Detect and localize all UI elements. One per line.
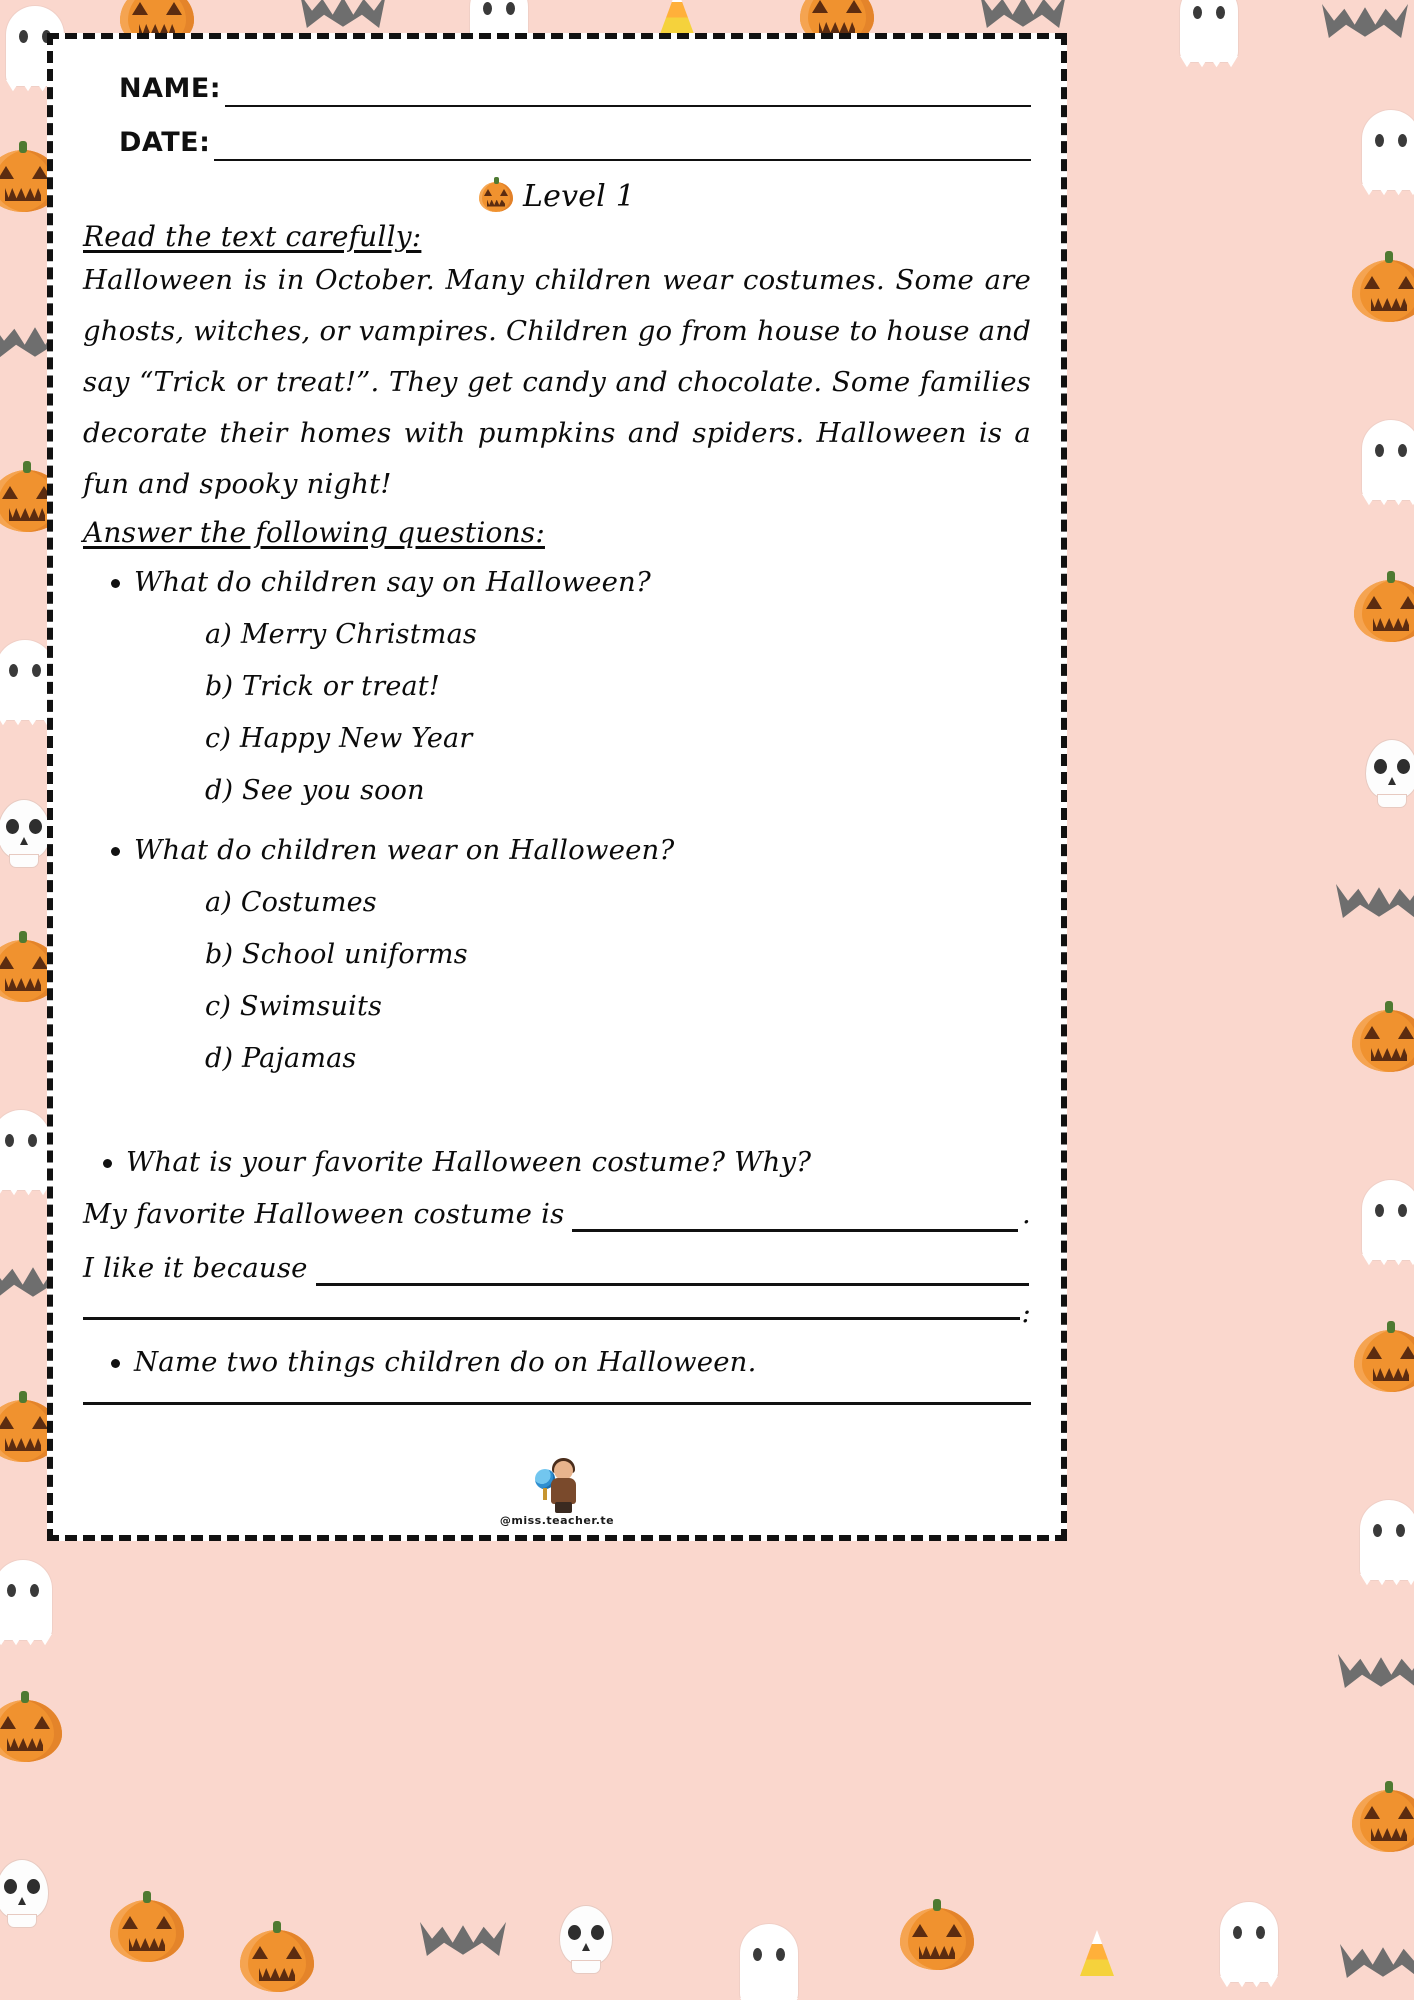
bat-decoration xyxy=(1338,1650,1414,1690)
bat-decoration xyxy=(1336,880,1414,920)
option-a[interactable]: a) Costumes xyxy=(205,887,377,918)
sentence-starter-text-2: I like it because xyxy=(83,1252,308,1284)
skull-decoration xyxy=(560,1906,612,1964)
jack-o-lantern-icon xyxy=(479,182,513,212)
name-field-row[interactable] xyxy=(119,61,1031,107)
pumpkin-decoration xyxy=(1354,580,1414,642)
reading-passage: Halloween is in October. Many children wear costumes. Some are ghosts, witches, or vampires. Children go from house to house and say “Trick or treat!”. They get candy and chocolate. Some families decorate their homes with pumpkins and spiders. Halloween is a fun and spooky night! xyxy=(83,264,1031,500)
ghost-decoration xyxy=(0,1110,50,1190)
name-label: NAME: xyxy=(119,73,222,104)
bat-decoration xyxy=(980,0,1066,30)
pumpkin-decoration xyxy=(0,1700,62,1762)
pumpkin-decoration xyxy=(1352,1010,1414,1072)
pumpkin-decoration xyxy=(110,1900,184,1962)
bat-decoration xyxy=(1322,0,1408,40)
candy-corn-decoration xyxy=(1080,1930,1114,1976)
question-item xyxy=(111,557,1031,607)
skull-decoration xyxy=(0,800,50,858)
ghost-decoration xyxy=(0,640,54,720)
teacher-avatar-icon xyxy=(535,1457,579,1513)
question-prompt: What do children wear on Halloween? xyxy=(134,834,675,866)
option-d[interactable]: d) See you soon xyxy=(205,775,425,806)
ghost-decoration xyxy=(1362,1180,1414,1260)
question-prompt: What do children say on Halloween? xyxy=(134,566,651,598)
bat-decoration xyxy=(1340,1940,1414,1980)
level-title-text: Level 1 xyxy=(523,179,635,214)
answer-blank-3[interactable] xyxy=(83,1316,1020,1320)
option-b[interactable]: b) School uniforms xyxy=(205,939,468,970)
pumpkin-decoration xyxy=(1352,260,1414,322)
option-c[interactable]: c) Happy New Year xyxy=(205,723,473,754)
ghost-decoration xyxy=(1362,110,1414,190)
option-b[interactable]: b) Trick or treat! xyxy=(205,671,440,702)
bullet-icon xyxy=(111,579,120,588)
final-answer-blank[interactable] xyxy=(83,1401,1031,1405)
ghost-decoration xyxy=(1362,420,1414,500)
answer-blank-2[interactable] xyxy=(316,1282,1029,1286)
ghost-decoration xyxy=(1360,1500,1414,1580)
name-write-line[interactable] xyxy=(225,104,1031,107)
pumpkin-decoration xyxy=(1354,1330,1414,1392)
question-item xyxy=(111,825,1031,875)
bat-decoration xyxy=(420,1918,506,1958)
sentence-starter-line-2 xyxy=(83,1243,1031,1295)
open-question-prompt: What is your favorite Halloween costume? Why? xyxy=(126,1146,812,1178)
skull-decoration xyxy=(0,1860,48,1918)
skull-decoration xyxy=(1366,740,1414,798)
read-instruction-heading: Read the text carefully: xyxy=(83,220,422,253)
sentence-starter-text-1: My favorite Halloween costume is xyxy=(83,1198,565,1230)
bullet-icon xyxy=(111,847,120,856)
pumpkin-decoration xyxy=(1352,1790,1414,1852)
bullet-icon xyxy=(111,1359,120,1368)
option-a[interactable]: a) Merry Christmas xyxy=(205,619,477,650)
date-label: DATE: xyxy=(119,127,211,158)
answer-blank-1[interactable] xyxy=(572,1228,1018,1232)
answer-instruction-heading: Answer the following questions: xyxy=(83,516,545,549)
teacher-handle: @miss.teacher.te xyxy=(499,1514,615,1527)
ghost-decoration xyxy=(740,1924,798,2000)
sentence-end-period: . xyxy=(1022,1198,1031,1230)
option-d[interactable]: d) Pajamas xyxy=(205,1043,357,1074)
candy-corn-decoration xyxy=(660,0,694,34)
ghost-decoration xyxy=(1220,1902,1278,1982)
bat-decoration xyxy=(300,0,386,30)
date-field-row[interactable] xyxy=(119,115,1031,161)
pumpkin-decoration xyxy=(900,1908,974,1970)
final-question-prompt: Name two things children do on Halloween. xyxy=(134,1346,757,1378)
spacer xyxy=(83,1085,1031,1129)
bullet-icon xyxy=(103,1159,112,1168)
date-write-line[interactable] xyxy=(214,158,1031,161)
open-question-item xyxy=(103,1137,1031,1187)
pumpkin-decoration xyxy=(240,1930,314,1992)
footer-watermark xyxy=(53,1457,1061,1527)
ghost-decoration xyxy=(1180,0,1238,62)
final-question-item xyxy=(111,1337,1031,1387)
option-c[interactable]: c) Swimsuits xyxy=(205,991,383,1022)
ghost-decoration xyxy=(0,1560,52,1640)
answer-continuation-line xyxy=(83,1297,1031,1329)
continuation-end-colon: : xyxy=(1021,1297,1031,1329)
level-title xyxy=(83,179,1031,214)
sentence-starter-line-1 xyxy=(83,1189,1031,1241)
worksheet-sheet xyxy=(47,33,1067,1541)
